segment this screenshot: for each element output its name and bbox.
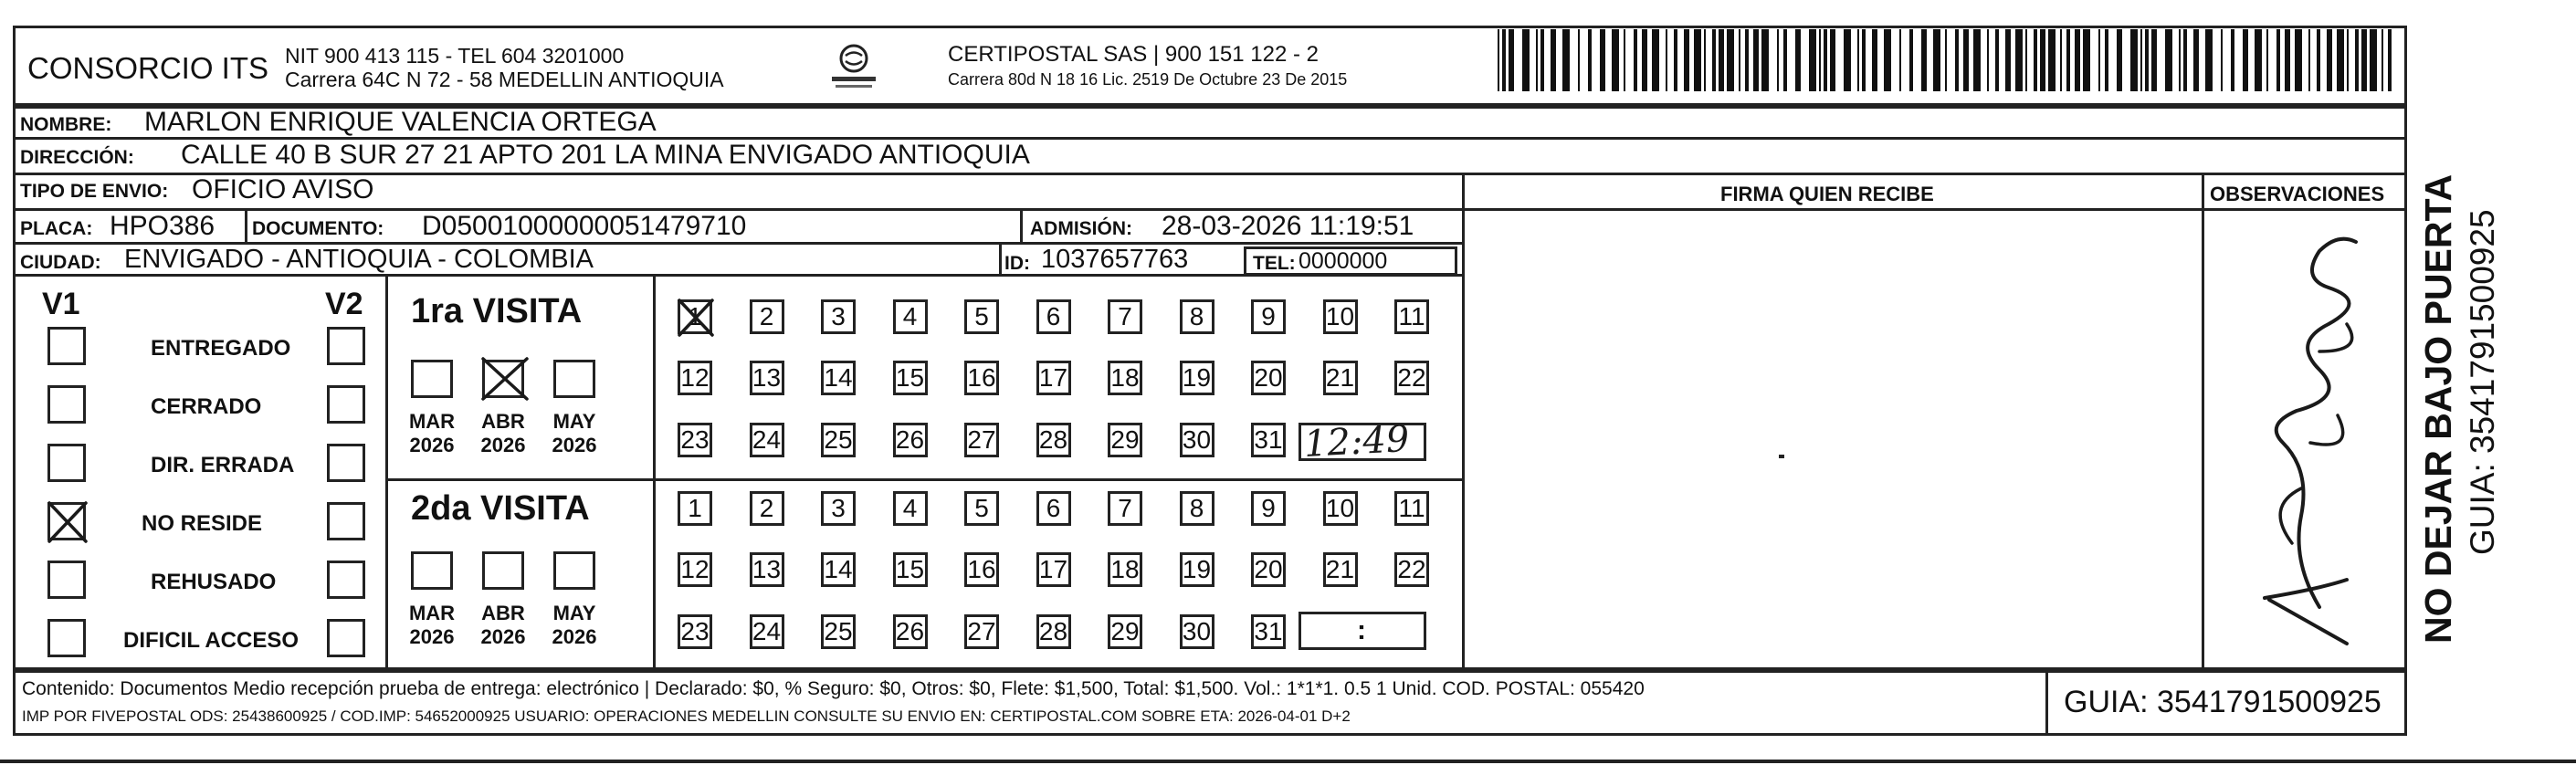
day-number: 10: [1325, 302, 1355, 330]
day-number: 13: [752, 363, 782, 392]
day-number: 8: [1189, 494, 1204, 522]
nombre-value: MARLON ENRIQUE VALENCIA ORTEGA: [144, 107, 657, 137]
day-checkbox[interactable]: [964, 552, 999, 587]
status-label: NO RESIDE: [142, 511, 263, 536]
day-checkbox[interactable]: [893, 423, 928, 457]
direccion-value: CALLE 40 B SUR 27 21 APTO 201 LA MINA ENVIGADO ANTIOQUIA: [181, 140, 1030, 170]
day-checkbox[interactable]: [1180, 299, 1214, 334]
day-checkbox[interactable]: [1394, 552, 1429, 587]
day-number: 14: [824, 363, 853, 392]
day-number: 9: [1261, 494, 1276, 522]
day-checkbox[interactable]: [678, 491, 712, 526]
row-divider: [13, 274, 1465, 277]
day-checkbox[interactable]: [1180, 423, 1214, 457]
day-checkbox[interactable]: [1180, 614, 1214, 649]
month-label: MAY: [552, 602, 596, 624]
day-number: 23: [680, 617, 710, 645]
certipostal-logo-icon: [826, 40, 881, 95]
day-checkbox[interactable]: [750, 361, 784, 395]
day-number: 2: [759, 494, 774, 522]
year-label: 2026: [552, 625, 597, 648]
month-checkbox[interactable]: [482, 551, 524, 590]
day-checkbox[interactable]: [1251, 423, 1286, 457]
status-v2-checkbox[interactable]: [327, 502, 365, 540]
column-divider: [1462, 173, 1465, 670]
day-number: 15: [895, 363, 925, 392]
company-name: CONSORCIO ITS: [27, 51, 269, 85]
day-checkbox[interactable]: [821, 299, 856, 334]
side-warning: NO DEJAR BAJO PUERTA: [2417, 173, 2459, 644]
day-number: 2: [759, 302, 774, 330]
documento-label: DOCUMENTO:: [252, 218, 384, 239]
status-v2-checkbox[interactable]: [327, 385, 365, 424]
day-number: 14: [824, 555, 853, 583]
day-number: 25: [824, 617, 853, 645]
day-number: 16: [967, 555, 996, 583]
column-divider: [385, 274, 388, 670]
day-checkbox[interactable]: [1251, 361, 1286, 395]
courier-name: CERTIPOSTAL SAS | 900 151 122 - 2: [948, 42, 1319, 67]
day-checkbox[interactable]: [1323, 361, 1358, 395]
day-number: 25: [824, 425, 853, 454]
day-number: 31: [1254, 617, 1283, 645]
status-v2-checkbox[interactable]: [327, 327, 365, 365]
day-checkbox[interactable]: [1323, 491, 1358, 526]
status-label: DIR. ERRADA: [151, 453, 295, 477]
day-number: 6: [1046, 302, 1061, 330]
observaciones-header: OBSERVACIONES: [2210, 183, 2385, 205]
firma-header: FIRMA QUIEN RECIBE: [1720, 183, 1934, 205]
day-checkbox[interactable]: [821, 361, 856, 395]
status-label: ENTREGADO: [151, 336, 291, 361]
day-checkbox[interactable]: [893, 361, 928, 395]
company-nit: NIT 900 413 115 - TEL 604 3201000: [285, 44, 625, 68]
day-number: 24: [752, 425, 782, 454]
day-number: 24: [752, 617, 782, 645]
day-number: 27: [967, 617, 996, 645]
tel-label: TEL:: [1253, 253, 1296, 274]
month-checkbox[interactable]: [482, 360, 524, 398]
day-number: 30: [1182, 617, 1212, 645]
tipo-envio-value: OFICIO AVISO: [192, 174, 374, 204]
day-checkbox[interactable]: [1394, 491, 1429, 526]
day-checkbox[interactable]: [1108, 552, 1142, 587]
column-divider: [2045, 670, 2048, 736]
footer-guia: GUIA: 3541791500925: [2064, 685, 2381, 719]
day-number: 8: [1189, 302, 1204, 330]
day-number: 1: [688, 494, 702, 522]
day-number: 20: [1254, 363, 1283, 392]
column-divider: [2202, 173, 2204, 670]
pen-mark: [1779, 455, 1784, 458]
day-checkbox[interactable]: [750, 491, 784, 526]
day-checkbox[interactable]: [964, 614, 999, 649]
day-number: 12: [680, 555, 710, 583]
day-number: 31: [1254, 425, 1283, 454]
ciudad-value: ENVIGADO - ANTIOQUIA - COLOMBIA: [124, 245, 594, 274]
month-label: MAY: [552, 410, 596, 433]
status-v1-checkbox[interactable]: [47, 327, 86, 365]
day-number: 17: [1038, 363, 1068, 392]
day-checkbox[interactable]: [1036, 552, 1071, 587]
day-number: 17: [1038, 555, 1068, 583]
day-number: 5: [974, 302, 989, 330]
signature-icon[interactable]: [2210, 215, 2392, 653]
column-divider: [245, 208, 247, 242]
day-checkbox[interactable]: [1180, 491, 1214, 526]
day-checkbox[interactable]: [678, 614, 712, 649]
ciudad-label: CIUDAD:: [20, 252, 101, 273]
checkmark-x-icon: [47, 501, 88, 543]
day-number: 27: [967, 425, 996, 454]
day-checkbox[interactable]: [1251, 614, 1286, 649]
day-checkbox[interactable]: [1394, 299, 1429, 334]
year-label: 2026: [552, 434, 597, 456]
month-label: MAR: [408, 602, 456, 624]
day-checkbox[interactable]: [1180, 361, 1214, 395]
tipo-envio-label: TIPO DE ENVIO:: [20, 181, 169, 202]
day-number: 4: [902, 302, 918, 330]
day-number: 28: [1038, 617, 1068, 645]
day-checkbox[interactable]: [750, 614, 784, 649]
company-address: Carrera 64C N 72 - 58 MEDELLIN ANTIOQUIA: [285, 68, 724, 91]
status-v1-checkbox[interactable]: [47, 619, 86, 657]
year-label: 2026: [409, 434, 455, 456]
id-value: 1037657763: [1041, 245, 1189, 274]
status-v2-checkbox[interactable]: [327, 444, 365, 482]
status-v2-checkbox[interactable]: [327, 619, 365, 657]
day-number: 3: [831, 302, 846, 330]
column-divider: [1020, 208, 1023, 242]
month-label: ABR: [481, 410, 525, 433]
barcode-icon: [1498, 29, 2397, 95]
status-label: CERRADO: [151, 394, 262, 419]
day-checkbox[interactable]: [678, 423, 712, 457]
day-number: 20: [1254, 555, 1283, 583]
day-checkbox[interactable]: [750, 552, 784, 587]
status-v1-checkbox[interactable]: [47, 385, 86, 424]
checkmark-x-icon: [481, 357, 529, 401]
day-checkbox[interactable]: [1108, 361, 1142, 395]
visit-divider: [385, 478, 1465, 481]
day-number: 22: [1397, 555, 1426, 583]
day-checkbox[interactable]: [678, 552, 712, 587]
day-number: 6: [1046, 494, 1061, 522]
day-checkbox[interactable]: [678, 299, 712, 334]
status-label: DIFICIL ACCESO: [123, 628, 300, 653]
year-label: 2026: [409, 625, 455, 648]
day-checkbox[interactable]: [1323, 299, 1358, 334]
day-number: 4: [902, 494, 918, 522]
day-number: 30: [1182, 425, 1212, 454]
day-number: 10: [1325, 494, 1355, 522]
side-guia: GUIA: 3541791500925: [2464, 209, 2501, 555]
year-label: 2026: [480, 625, 526, 648]
day-number: 3: [831, 494, 846, 522]
day-checkbox[interactable]: [1108, 614, 1142, 649]
day-number: 12: [680, 363, 710, 392]
day-checkbox[interactable]: [821, 491, 856, 526]
status-v1-checkbox[interactable]: [47, 561, 86, 599]
day-checkbox[interactable]: [1036, 299, 1071, 334]
placa-value: HPO386: [110, 211, 216, 241]
checkmark-x-icon: [678, 299, 714, 337]
day-number: 11: [1398, 302, 1425, 330]
day-checkbox[interactable]: [1251, 552, 1286, 587]
day-checkbox[interactable]: [893, 491, 928, 526]
day-number: 16: [967, 363, 996, 392]
day-checkbox[interactable]: [1036, 361, 1071, 395]
v2-header: V2: [325, 287, 363, 321]
day-number: 18: [1110, 555, 1140, 583]
day-checkbox[interactable]: [1036, 423, 1071, 457]
day-checkbox[interactable]: [1108, 299, 1142, 334]
month-checkbox[interactable]: [411, 551, 453, 590]
day-checkbox[interactable]: [821, 614, 856, 649]
day-checkbox[interactable]: [1394, 361, 1429, 395]
page-bottom-edge: [0, 760, 2576, 763]
day-number: 29: [1110, 425, 1140, 454]
day-checkbox[interactable]: [964, 491, 999, 526]
day-number: 22: [1397, 363, 1426, 392]
day-checkbox[interactable]: [1036, 491, 1071, 526]
day-checkbox[interactable]: [678, 361, 712, 395]
day-checkbox[interactable]: [821, 423, 856, 457]
day-checkbox[interactable]: [1251, 299, 1286, 334]
day-checkbox[interactable]: [750, 299, 784, 334]
day-number: 21: [1325, 363, 1355, 392]
footer-impresion: IMP POR FIVEPOSTAL ODS: 25438600925 / COD.IMP: 54652000925 USUARIO: OPERACIONES MEDELLIN CONSULTE SU ENVIO EN: CERTIPOSTAL.COM SOBRE ETA: 2026-04-01 D+2: [22, 707, 1351, 725]
day-number: 26: [895, 425, 925, 454]
day-checkbox[interactable]: [821, 552, 856, 587]
day-checkbox[interactable]: [1108, 491, 1142, 526]
day-number: 13: [752, 555, 782, 583]
day-number: 7: [1118, 494, 1132, 522]
admision-value: 28-03-2026 11:19:51: [1162, 211, 1414, 241]
day-number: 23: [680, 425, 710, 454]
day-number: 5: [974, 494, 989, 522]
day-checkbox[interactable]: [1323, 552, 1358, 587]
day-number: 18: [1110, 363, 1140, 392]
day-checkbox[interactable]: [893, 552, 928, 587]
month-checkbox[interactable]: [411, 360, 453, 398]
day-checkbox[interactable]: [1251, 491, 1286, 526]
year-label: 2026: [480, 434, 526, 456]
day-checkbox[interactable]: [1180, 552, 1214, 587]
tel-value: 0000000: [1299, 248, 1388, 274]
day-number: 15: [895, 555, 925, 583]
day-checkbox[interactable]: [893, 614, 928, 649]
month-checkbox[interactable]: [553, 360, 595, 398]
visit2-title: 2da VISITA: [411, 489, 590, 528]
column-divider: [999, 242, 1002, 274]
day-checkbox[interactable]: [893, 299, 928, 334]
day-number: 28: [1038, 425, 1068, 454]
column-divider: [653, 274, 656, 670]
visit2-time-value: :: [1357, 615, 1366, 645]
day-number: 11: [1398, 494, 1425, 522]
month-label: MAR: [408, 410, 456, 433]
day-checkbox[interactable]: [1036, 614, 1071, 649]
day-checkbox[interactable]: [964, 361, 999, 395]
direccion-label: DIRECCIÓN:: [20, 147, 134, 168]
day-number: 19: [1182, 555, 1212, 583]
day-number: 1: [688, 302, 702, 330]
admision-label: ADMISIÓN:: [1030, 218, 1132, 239]
row-divider: [1462, 208, 2407, 211]
day-checkbox[interactable]: [964, 423, 999, 457]
status-v1-checkbox[interactable]: [47, 502, 86, 540]
day-number: 21: [1325, 555, 1355, 583]
courier-address: Carrera 80d N 18 16 Lic. 2519 De Octubre 23 De 2015: [948, 70, 1348, 89]
month-label: ABR: [481, 602, 525, 624]
day-number: 7: [1118, 302, 1132, 330]
visit1-time-value: 12:49: [1302, 418, 1411, 466]
day-number: 26: [895, 617, 925, 645]
documento-value: D05001000000051479710: [422, 211, 747, 241]
status-v1-checkbox[interactable]: [47, 444, 86, 482]
day-number: 29: [1110, 617, 1140, 645]
visit1-title: 1ra VISITA: [411, 292, 583, 330]
day-checkbox[interactable]: [1108, 423, 1142, 457]
nombre-label: NOMBRE:: [20, 114, 112, 135]
day-number: 9: [1261, 302, 1276, 330]
v1-header: V1: [42, 287, 80, 321]
day-checkbox[interactable]: [750, 423, 784, 457]
placa-label: PLACA:: [20, 218, 93, 239]
month-checkbox[interactable]: [553, 551, 595, 590]
status-label: REHUSADO: [151, 570, 277, 594]
status-v2-checkbox[interactable]: [327, 561, 365, 599]
day-checkbox[interactable]: [964, 299, 999, 334]
day-number: 19: [1182, 363, 1212, 392]
id-label: ID:: [1004, 253, 1030, 274]
footer-contenido: Contenido: Documentos Medio recepción prueba de entrega: electrónico | Declarado: $0, % Seguro: $0, Otros: $0, Flete: $1,500, Total: $1,500. Vol.: 1*1*1. 0.5 1 Unid. COD. POSTAL: 055420: [22, 678, 1645, 699]
